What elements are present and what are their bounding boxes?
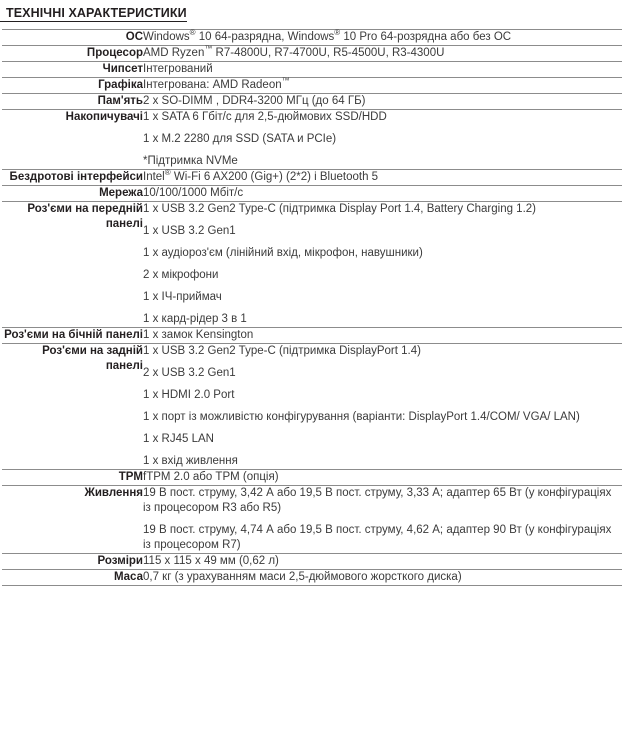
spec-row xyxy=(2,344,622,470)
spec-value-line: 1 x HDMI 2.0 Port xyxy=(143,389,235,401)
spec-value xyxy=(143,328,622,344)
spec-value xyxy=(143,94,622,110)
spec-value-line: Intel® Wi-Fi 6 AX200 (Gig+) (2*2) і Bluetooth 5 xyxy=(143,168,379,183)
spec-value xyxy=(143,30,622,46)
spec-row xyxy=(2,486,622,554)
spec-label: Маса xyxy=(2,570,143,586)
spec-value-line: 19 В пост. струму, 4,74 А або 19,5 В пост. струму, 4,62 А; адаптер 90 Вт (у конфігураціях із процесором R7) xyxy=(143,524,612,551)
specifications-table xyxy=(2,29,622,586)
spec-label: ОС xyxy=(2,30,143,46)
spec-value-line: 1 x порт із можливістю конфігурування (варіанти: DisplayPort 1.4/COM/ VGA/ LAN) xyxy=(143,411,580,423)
spec-label: Накопичувачі xyxy=(2,110,143,170)
spec-value-line: Інтегрована: AMD Radeon™ xyxy=(143,76,290,91)
spec-value xyxy=(143,110,622,170)
spec-label: TPM xyxy=(2,470,143,486)
spec-value-line: 19 В пост. струму, 3,42 А або 19,5 В пост. струму, 3,33 А; адаптер 65 Вт (у конфігураціях із процесором R3 або R5) xyxy=(143,487,612,514)
spec-label: Роз'єми на бічній панелі xyxy=(2,328,143,344)
spec-value xyxy=(143,570,622,586)
spec-value-line: 2 x USB 3.2 Gen1 xyxy=(143,367,236,379)
spec-value-line: 1 x ІЧ-приймач xyxy=(143,291,222,303)
spec-label: Графіка xyxy=(2,78,143,94)
spec-label: Чипсет xyxy=(2,62,143,78)
spec-value xyxy=(143,46,622,62)
spec-value-line: 2 x SO-DIMM , DDR4-3200 МГц (до 64 ГБ) xyxy=(143,95,366,107)
spec-value-line: 1 x аудіороз'єм (лінійний вхід, мікрофон, навушники) xyxy=(143,247,423,259)
spec-row xyxy=(2,554,622,570)
spec-value-line: fTPM 2.0 або TPM (опція) xyxy=(143,471,279,483)
spec-row xyxy=(2,62,622,78)
spec-row xyxy=(2,110,622,170)
spec-value xyxy=(143,554,622,570)
spec-value-line: 1 x USB 3.2 Gen2 Type-C (підтримка DisplayPort 1.4) xyxy=(143,345,421,357)
page-title: ТЕХНІЧНІ ХАРАКТЕРИСТИКИ xyxy=(0,0,187,22)
spec-row xyxy=(2,470,622,486)
spec-value-line: *Підтримка NVMe xyxy=(143,155,238,167)
spec-value-line: 1 x кард-рідер 3 в 1 xyxy=(143,313,247,325)
spec-label: Роз'єми на задній панелі xyxy=(2,344,143,470)
spec-label: Живлення xyxy=(2,486,143,554)
spec-value xyxy=(143,62,622,78)
spec-value-line: 10/100/1000 Мбіт/с xyxy=(143,187,244,199)
spec-value xyxy=(143,470,622,486)
spec-value-line: 1 x вхід живлення xyxy=(143,455,238,467)
spec-value-line: Windows® 10 64-разрядна, Windows® 10 Pro 64-розрядна або без ОС xyxy=(143,28,512,43)
spec-label: Розміри xyxy=(2,554,143,570)
spec-value-line: 1 x M.2 2280 для SSD (SATA и PCIe) xyxy=(143,133,337,145)
spec-row xyxy=(2,186,622,202)
spec-label: Мережа xyxy=(2,186,143,202)
spec-value-line: 1 x USB 3.2 Gen1 xyxy=(143,225,236,237)
trademark-icon: ™ xyxy=(204,44,213,54)
spec-value xyxy=(143,186,622,202)
spec-row xyxy=(2,30,622,46)
specifications-table-body xyxy=(2,30,622,586)
spec-row xyxy=(2,78,622,94)
registered-icon: ® xyxy=(334,28,341,38)
spec-value xyxy=(143,78,622,94)
spec-row xyxy=(2,202,622,328)
spec-row xyxy=(2,94,622,110)
spec-row xyxy=(2,46,622,62)
spec-value-line: 2 x мікрофони xyxy=(143,269,219,281)
spec-row xyxy=(2,570,622,586)
spec-value-line: 1 x USB 3.2 Gen2 Type-C (підтримка Display Port 1.4, Battery Charging 1.2) xyxy=(143,203,536,215)
spec-row xyxy=(2,328,622,344)
trademark-icon: ™ xyxy=(281,76,290,86)
registered-icon: ® xyxy=(164,168,171,178)
spec-value-line: 1 x RJ45 LAN xyxy=(143,433,214,445)
spec-label: Процесор xyxy=(2,46,143,62)
spec-value-line: 1 x SATA 6 Гбіт/с для 2,5-дюймових SSD/HDD xyxy=(143,111,387,123)
spec-value xyxy=(143,486,622,554)
spec-value-line: Інтегрований xyxy=(143,63,213,75)
spec-value-line: 1 x замок Kensington xyxy=(143,329,254,341)
spec-value xyxy=(143,170,622,186)
spec-value-line: 115 x 115 x 49 мм (0,62 л) xyxy=(143,555,279,567)
spec-label: Роз'єми на передній панелі xyxy=(2,202,143,328)
spec-value xyxy=(143,202,622,328)
spec-value xyxy=(143,344,622,470)
spec-label: Пам'ять xyxy=(2,94,143,110)
spec-label: Бездротові інтерфейси xyxy=(2,170,143,186)
spec-value-line: 0,7 кг (з урахуванням маси 2,5-дюймового жорсткого диска) xyxy=(143,571,462,583)
spec-row xyxy=(2,170,622,186)
spec-value-line: AMD Ryzen™ R7-4800U, R7-4700U, R5-4500U, R3-4300U xyxy=(143,44,445,59)
registered-icon: ® xyxy=(189,28,196,38)
